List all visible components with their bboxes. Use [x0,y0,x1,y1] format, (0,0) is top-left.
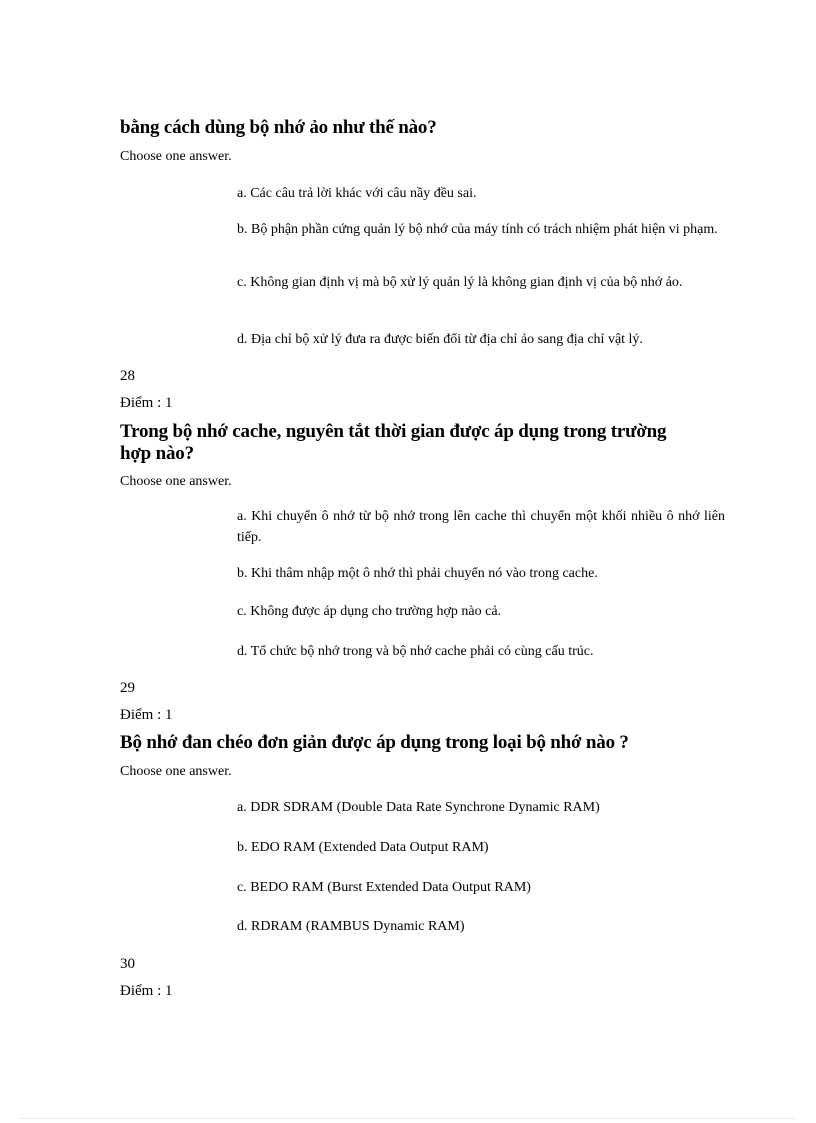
question-28-option-d[interactable]: d. Tổ chức bộ nhớ trong và bộ nhớ cache phải có cùng cấu trúc. [237,644,594,659]
page-bottom-rule [20,1118,796,1119]
question-29-number: 29 [120,680,135,696]
question-27-option-a[interactable]: a. Các câu trả lời khác với câu nầy đều sai. [237,186,477,201]
question-29-title: Bộ nhớ đan chéo đơn giản được áp dụng trong loại bộ nhớ nào ? [120,732,629,753]
question-29-option-c[interactable]: c. BEDO RAM (Burst Extended Data Output RAM) [237,880,531,895]
question-27-option-b[interactable]: b. Bộ phận phần cứng quản lý bộ nhớ của máy tính có trách nhiệm phát hiện vi phạm. [237,222,718,237]
question-28-option-a[interactable]: a. Khi chuyển ô nhớ từ bộ nhớ trong lên cache thì chuyển một khối nhiều ô nhớ liên tiếp. [237,509,725,545]
question-30-score: Điểm : 1 [120,983,173,999]
question-29-option-b[interactable]: b. EDO RAM (Extended Data Output RAM) [237,840,489,855]
question-28-choose-label: Choose one answer. [120,474,232,489]
question-28-title-line-1: Trong bộ nhớ cache, nguyên tắt thời gian được áp dụng trong trường [120,421,667,442]
question-29-option-d[interactable]: d. RDRAM (RAMBUS Dynamic RAM) [237,919,465,934]
question-28-title-line-2: hợp nào? [120,443,194,464]
question-28-score: Điểm : 1 [120,395,173,411]
question-27-title: bằng cách dùng bộ nhớ ảo như thế nào? [120,117,437,138]
question-30-number: 30 [120,956,135,972]
question-28-number: 28 [120,368,135,384]
question-29-option-a[interactable]: a. DDR SDRAM (Double Data Rate Synchrone Dynamic RAM) [237,800,600,815]
question-29-score: Điểm : 1 [120,707,173,723]
question-27-option-c[interactable]: c. Không gian định vị mà bộ xử lý quản lý là không gian định vị của bộ nhớ ảo. [237,275,683,290]
question-29-choose-label: Choose one answer. [120,764,232,779]
question-28-option-b[interactable]: b. Khi thâm nhập một ô nhớ thì phải chuyển nó vào trong cache. [237,566,598,581]
question-28-option-c[interactable]: c. Không được áp dụng cho trường hợp nào cả. [237,604,502,619]
question-27-choose-label: Choose one answer. [120,149,232,164]
question-27-option-d[interactable]: d. Địa chỉ bộ xử lý đưa ra được biến đổi từ địa chỉ ảo sang địa chỉ vật lý. [237,332,643,347]
